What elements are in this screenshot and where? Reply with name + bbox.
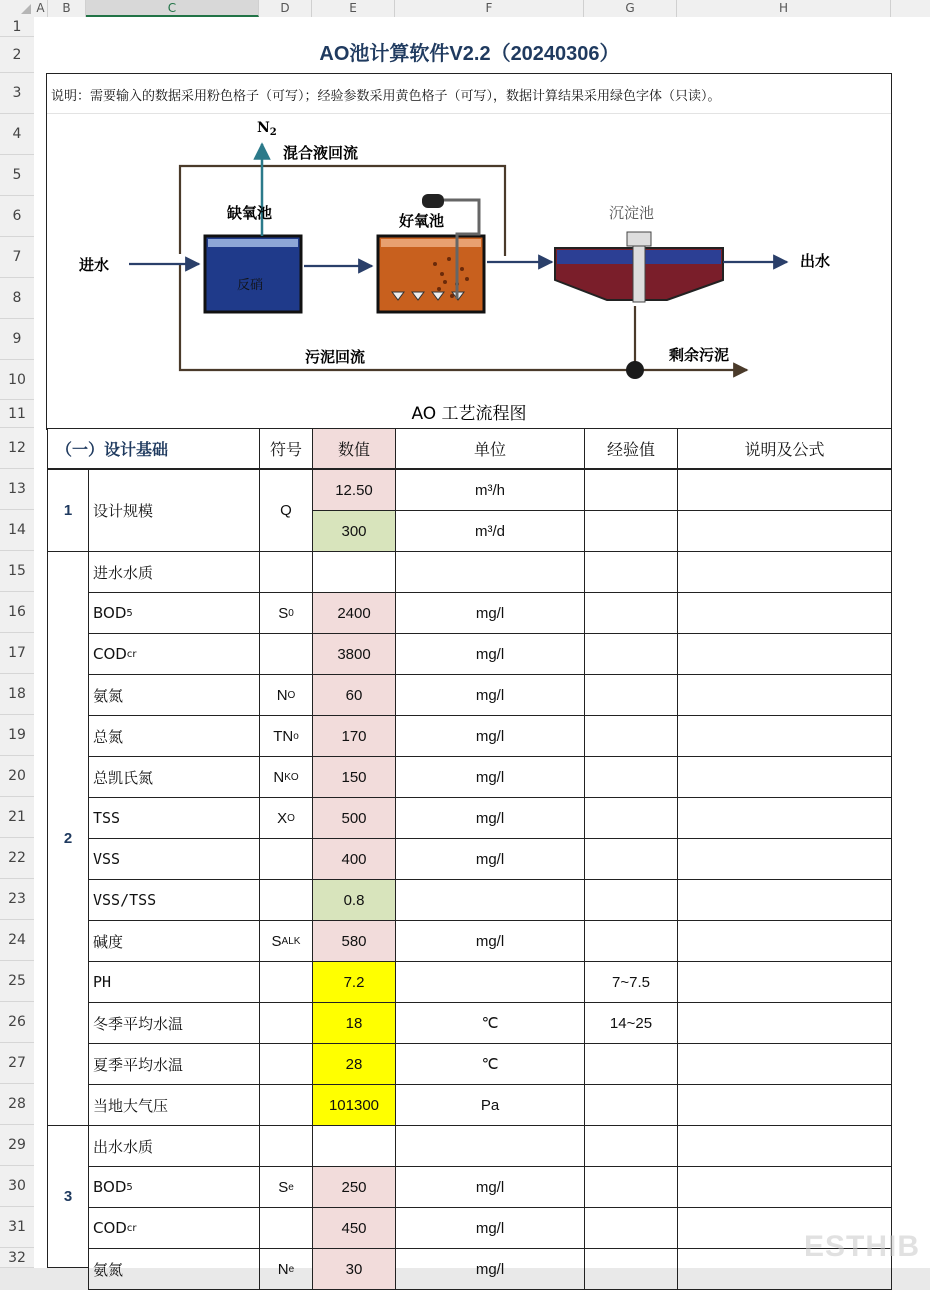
formula-cell[interactable] xyxy=(677,879,892,921)
param-name-cell[interactable] xyxy=(88,1248,260,1290)
value: 60 xyxy=(345,686,363,704)
unit-header[interactable] xyxy=(395,428,585,469)
symbol-cell[interactable] xyxy=(259,469,313,552)
value-input-cell[interactable] xyxy=(312,674,396,716)
empirical-value-cell[interactable] xyxy=(584,1002,678,1044)
empirical-header[interactable] xyxy=(584,428,678,469)
select-all-corner[interactable] xyxy=(0,0,34,17)
outflow-label: 出水 xyxy=(800,252,831,270)
value: 3800 xyxy=(337,645,371,663)
formula-cell[interactable] xyxy=(677,510,892,552)
formula-cell[interactable] xyxy=(677,715,892,757)
param-name: 夏季平均水温 xyxy=(93,1055,184,1074)
symbol-subscript: 0 xyxy=(288,607,294,619)
unit: m³/d xyxy=(475,522,505,540)
section-header-text: （一）设计基础 xyxy=(56,440,169,459)
param-name: 冬季平均水温 xyxy=(93,1014,184,1033)
unit-cell[interactable] xyxy=(395,1248,585,1290)
param-name-cell[interactable] xyxy=(88,961,260,1003)
row-header[interactable]: 6 xyxy=(0,196,34,237)
formula-cell[interactable] xyxy=(677,1166,892,1208)
aerobic-tank-label: 好氧池 xyxy=(399,212,445,230)
symbol-cell[interactable] xyxy=(259,592,313,634)
formula-cell[interactable] xyxy=(677,756,892,798)
empirical-value-cell[interactable] xyxy=(584,551,678,593)
denitrify-label: 反硝 xyxy=(237,278,264,293)
sludge-return-label: 污泥回流 xyxy=(305,348,366,366)
row-header[interactable]: 24 xyxy=(0,920,34,961)
unit-cell[interactable] xyxy=(395,1207,585,1249)
param-name-cell[interactable] xyxy=(88,551,260,593)
empirical-value-cell[interactable] xyxy=(584,674,678,716)
formula-cell[interactable] xyxy=(677,961,892,1003)
unit: ℃ xyxy=(481,1015,499,1032)
symbol-cell[interactable] xyxy=(259,1002,313,1044)
param-name: BOD xyxy=(93,604,127,622)
row-header[interactable]: 32 xyxy=(0,1248,34,1268)
unit-cell[interactable] xyxy=(395,633,585,675)
unit-cell[interactable] xyxy=(395,879,585,921)
param-name-cell[interactable] xyxy=(88,469,260,552)
symbol-cell[interactable] xyxy=(259,1166,313,1208)
unit-cell[interactable] xyxy=(395,756,585,798)
diagram-caption: AO 工艺流程图 xyxy=(411,404,527,424)
param-name: 总凯氏氮 xyxy=(93,768,154,787)
param-name-cell[interactable] xyxy=(88,633,260,675)
value: 0.8 xyxy=(343,891,365,909)
value: 28 xyxy=(345,1055,363,1073)
param-name: 氨氮 xyxy=(93,686,124,705)
param-name-cell[interactable] xyxy=(88,1125,260,1167)
symbol-cell[interactable] xyxy=(259,1248,313,1290)
row-header[interactable]: 4 xyxy=(0,114,34,155)
blower-icon xyxy=(422,194,444,208)
symbol-subscript: e xyxy=(288,1181,294,1193)
formula-header-text: 说明及公式 xyxy=(744,440,825,459)
row-header[interactable]: 13 xyxy=(0,469,34,510)
mixed-return-label: 混合液回流 xyxy=(283,144,359,162)
unit: mg/l xyxy=(475,1178,505,1196)
group-index: 2 xyxy=(63,830,73,847)
row-header[interactable]: 1 xyxy=(0,17,34,37)
empirical-value: 14~25 xyxy=(609,1014,653,1032)
empirical-value-cell[interactable] xyxy=(584,469,678,511)
formula-cell[interactable] xyxy=(677,633,892,675)
row-header[interactable]: 2 xyxy=(0,37,34,73)
param-name-cell[interactable] xyxy=(88,592,260,634)
unit: ℃ xyxy=(481,1056,499,1073)
unit-cell[interactable] xyxy=(395,469,585,511)
value: 580 xyxy=(341,932,367,950)
value-header[interactable] xyxy=(312,428,396,469)
row-header[interactable]: 26 xyxy=(0,1002,34,1043)
row-header[interactable]: 17 xyxy=(0,633,34,674)
param-name-cell[interactable] xyxy=(88,1166,260,1208)
row-header[interactable]: 7 xyxy=(0,237,34,278)
empirical-value-cell[interactable] xyxy=(584,633,678,675)
symbol-subscript: KO xyxy=(284,771,299,783)
ao-process-diagram-svg xyxy=(47,114,891,428)
symbol-cell[interactable] xyxy=(259,551,313,593)
param-name-subscript: 5 xyxy=(126,607,133,619)
formula-cell[interactable] xyxy=(677,551,892,593)
group-index-cell[interactable] xyxy=(47,1125,89,1268)
empirical-value-cell[interactable] xyxy=(584,838,678,880)
row-header[interactable]: 31 xyxy=(0,1207,34,1248)
value-input-cell[interactable] xyxy=(312,1002,396,1044)
value: 2400 xyxy=(337,604,371,622)
formula-cell[interactable] xyxy=(677,592,892,634)
value-input-cell[interactable] xyxy=(312,510,396,552)
symbol-cell[interactable] xyxy=(259,756,313,798)
formula-cell[interactable] xyxy=(677,1043,892,1085)
row-header[interactable]: 12 xyxy=(0,428,34,469)
unit: mg/l xyxy=(475,604,505,622)
symbol-cell[interactable] xyxy=(259,1125,313,1167)
param-name-cell[interactable] xyxy=(88,838,260,880)
param-name-cell[interactable] xyxy=(88,1207,260,1249)
param-name: COD xyxy=(93,645,127,663)
unit-cell[interactable] xyxy=(395,715,585,757)
empirical-value-cell[interactable] xyxy=(584,756,678,798)
row-header[interactable]: 21 xyxy=(0,797,34,838)
param-name: COD xyxy=(93,1219,127,1237)
unit-cell[interactable] xyxy=(395,961,585,1003)
formula-cell[interactable] xyxy=(677,920,892,962)
value-input-cell[interactable] xyxy=(312,592,396,634)
unit: mg/l xyxy=(475,932,505,950)
value-input-cell[interactable] xyxy=(312,920,396,962)
row-header[interactable]: 28 xyxy=(0,1084,34,1125)
value-input-cell[interactable] xyxy=(312,756,396,798)
param-name-cell[interactable] xyxy=(88,797,260,839)
formula-cell[interactable] xyxy=(677,1002,892,1044)
value-input-cell[interactable] xyxy=(312,1166,396,1208)
row-header[interactable]: 29 xyxy=(0,1125,34,1166)
unit: Pa xyxy=(480,1096,500,1114)
formula-cell[interactable] xyxy=(677,1084,892,1126)
clarifier-label: 沉淀池 xyxy=(609,204,655,222)
unit-cell[interactable] xyxy=(395,551,585,593)
unit: mg/l xyxy=(475,645,505,663)
symbol-cell[interactable] xyxy=(259,961,313,1003)
param-name: 碱度 xyxy=(93,932,124,951)
aerobic-tank xyxy=(378,236,484,312)
param-name: 氨氮 xyxy=(93,1260,124,1279)
param-name-cell[interactable] xyxy=(88,1084,260,1126)
symbol-subscript: o xyxy=(293,730,299,742)
symbol-cell[interactable] xyxy=(259,633,313,675)
watermark-logo: ESTHIB xyxy=(803,1230,920,1263)
param-name: 进水水质 xyxy=(93,563,154,582)
unit-cell[interactable] xyxy=(395,797,585,839)
unit: mg/l xyxy=(475,1219,505,1237)
column-header-bar xyxy=(0,0,930,18)
value-input-cell[interactable] xyxy=(312,469,396,511)
row-header[interactable]: 16 xyxy=(0,592,34,633)
column-header-h[interactable]: H xyxy=(677,0,891,17)
empirical-value-cell[interactable] xyxy=(584,920,678,962)
value: 500 xyxy=(341,809,367,827)
n2-label: $N_2$ xyxy=(257,120,277,138)
symbol-cell[interactable] xyxy=(259,1207,313,1249)
param-name-cell[interactable] xyxy=(88,756,260,798)
symbol: N xyxy=(273,768,285,786)
value-input-cell[interactable] xyxy=(312,879,396,921)
param-name: BOD xyxy=(93,1178,127,1196)
unit: mg/l xyxy=(475,768,505,786)
row-header[interactable]: 18 xyxy=(0,674,34,715)
unit-cell[interactable] xyxy=(395,1166,585,1208)
row-header[interactable]: 25 xyxy=(0,961,34,1002)
param-name-cell[interactable] xyxy=(88,920,260,962)
symbol: N xyxy=(277,1260,289,1278)
row-header[interactable]: 14 xyxy=(0,510,34,551)
column-header-d[interactable]: D xyxy=(259,0,312,17)
value-input-cell[interactable] xyxy=(312,715,396,757)
unit-cell[interactable] xyxy=(395,838,585,880)
unit: mg/l xyxy=(475,809,505,827)
unit-cell[interactable] xyxy=(395,1002,585,1044)
group-index: 1 xyxy=(63,502,73,519)
value: 18 xyxy=(345,1014,363,1032)
symbol-cell[interactable] xyxy=(259,715,313,757)
symbol: Q xyxy=(280,502,292,519)
param-name-subscript: 5 xyxy=(126,1181,133,1193)
row-header[interactable]: 9 xyxy=(0,319,34,360)
value-input-cell[interactable] xyxy=(312,961,396,1003)
value: 450 xyxy=(341,1219,367,1237)
symbol-cell[interactable] xyxy=(259,674,313,716)
param-name-cell[interactable] xyxy=(88,879,260,921)
value-input-cell[interactable] xyxy=(312,838,396,880)
param-name: 总氮 xyxy=(93,727,124,746)
column-header-f[interactable]: F xyxy=(395,0,584,17)
row-header[interactable]: 19 xyxy=(0,715,34,756)
unit: mg/l xyxy=(475,1260,505,1278)
param-name-cell[interactable] xyxy=(88,1043,260,1085)
symbol: S xyxy=(271,932,282,950)
value-input-cell[interactable] xyxy=(312,1207,396,1249)
symbol-cell[interactable] xyxy=(259,920,313,962)
unit: mg/l xyxy=(475,727,505,745)
value: 12.50 xyxy=(335,481,373,499)
row-header[interactable]: 15 xyxy=(0,551,34,592)
symbol-subscript: O xyxy=(287,689,296,701)
instruction-note: 说明：需要输入的数据采用粉色格子（可写）；经验参数采用黄色格子（可写），数据计算结果采用绿色字体（只读）。 xyxy=(47,76,891,114)
formula-cell[interactable] xyxy=(677,674,892,716)
symbol-cell[interactable] xyxy=(259,1043,313,1085)
pump-icon xyxy=(626,361,644,379)
symbol-cell[interactable] xyxy=(259,838,313,880)
symbol-cell[interactable] xyxy=(259,1084,313,1126)
value-header-text: 数值 xyxy=(337,440,370,459)
empirical-value-cell[interactable] xyxy=(584,592,678,634)
empirical-value-cell[interactable] xyxy=(584,961,678,1003)
empirical-header-text: 经验值 xyxy=(606,440,655,459)
symbol-cell[interactable] xyxy=(259,879,313,921)
empirical-value-cell[interactable] xyxy=(584,1043,678,1085)
symbol-subscript: ALK xyxy=(281,935,301,947)
page-title: AO池计算软件V2.2（20240306） xyxy=(319,43,620,65)
group-index: 3 xyxy=(63,1188,73,1205)
value-input-cell[interactable] xyxy=(312,1248,396,1290)
excess-sludge-label: 剩余污泥 xyxy=(669,346,730,364)
param-name: VSS xyxy=(93,850,121,868)
value: 250 xyxy=(341,1178,367,1196)
value: 300 xyxy=(341,522,367,540)
param-name-cell[interactable] xyxy=(88,715,260,757)
param-name: TSS xyxy=(93,809,121,827)
empirical-value-cell[interactable] xyxy=(584,1166,678,1208)
symbol-header[interactable] xyxy=(259,428,313,469)
unit-cell[interactable] xyxy=(395,1043,585,1085)
empirical-value-cell[interactable] xyxy=(584,1248,678,1290)
value: 7.2 xyxy=(343,973,365,991)
row-header[interactable]: 3 xyxy=(0,73,34,114)
param-name-cell[interactable] xyxy=(88,1002,260,1044)
value-input-cell[interactable] xyxy=(312,1043,396,1085)
anoxic-tank-label: 缺氧池 xyxy=(227,204,273,222)
value: 170 xyxy=(341,727,367,745)
symbol: N xyxy=(276,686,288,704)
symbol-header-text: 符号 xyxy=(269,440,302,459)
group-index-cell[interactable] xyxy=(47,551,89,1126)
column-header-b[interactable]: B xyxy=(48,0,86,17)
unit-cell[interactable] xyxy=(395,674,585,716)
value: 30 xyxy=(345,1260,363,1278)
empirical-value-cell[interactable] xyxy=(584,1125,678,1167)
unit: mg/l xyxy=(475,850,505,868)
value: 150 xyxy=(341,768,367,786)
inflow-label: 进水 xyxy=(79,256,110,274)
ao-process-diagram xyxy=(47,114,891,428)
unit-cell[interactable] xyxy=(395,1125,585,1167)
row-header[interactable]: 22 xyxy=(0,838,34,879)
value-input-cell[interactable] xyxy=(312,633,396,675)
unit-cell[interactable] xyxy=(395,1084,585,1126)
column-header-c[interactable]: C xyxy=(86,0,259,17)
row-header[interactable]: 11 xyxy=(0,400,34,428)
symbol: TN xyxy=(273,727,294,745)
value: 400 xyxy=(341,850,367,868)
group-index-cell[interactable] xyxy=(47,469,89,552)
param-name-subscript: cr xyxy=(126,1222,137,1234)
row-header[interactable]: 30 xyxy=(0,1166,34,1207)
unit: m³/h xyxy=(475,481,505,499)
row-header[interactable]: 10 xyxy=(0,360,34,400)
unit-cell[interactable] xyxy=(395,592,585,634)
param-name: 当地大气压 xyxy=(93,1096,169,1115)
unit-header-text: 单位 xyxy=(473,440,506,459)
symbol: X xyxy=(277,809,288,827)
value-input-cell[interactable] xyxy=(312,1084,396,1126)
param-name: PH xyxy=(93,973,112,991)
value-input-cell[interactable] xyxy=(312,551,396,593)
symbol: S xyxy=(278,1178,289,1196)
row-header[interactable]: 20 xyxy=(0,756,34,797)
symbol-subscript: e xyxy=(288,1263,295,1275)
formula-cell[interactable] xyxy=(677,469,892,511)
unit-cell[interactable] xyxy=(395,510,585,552)
param-name-cell[interactable] xyxy=(88,674,260,716)
symbol: S xyxy=(278,604,289,622)
row-header[interactable]: 27 xyxy=(0,1043,34,1084)
param-name: 出水水质 xyxy=(93,1137,154,1156)
param-name: 设计规模 xyxy=(93,502,154,520)
empirical-value-cell[interactable] xyxy=(584,1207,678,1249)
symbol-subscript: O xyxy=(287,812,295,824)
formula-header[interactable] xyxy=(677,428,892,469)
value: 101300 xyxy=(328,1096,380,1114)
formula-cell[interactable] xyxy=(677,1125,892,1167)
column-header-a[interactable]: A xyxy=(34,0,48,17)
empirical-value-cell[interactable] xyxy=(584,715,678,757)
unit: mg/l xyxy=(475,686,505,704)
empirical-value-cell[interactable] xyxy=(584,797,678,839)
row-header[interactable]: 23 xyxy=(0,879,34,920)
value-input-cell[interactable] xyxy=(312,797,396,839)
row-header[interactable]: 8 xyxy=(0,278,34,319)
unit-cell[interactable] xyxy=(395,920,585,962)
empirical-value-cell[interactable] xyxy=(584,879,678,921)
formula-cell[interactable] xyxy=(677,838,892,880)
symbol-cell[interactable] xyxy=(259,797,313,839)
column-header-g[interactable]: G xyxy=(584,0,677,17)
empirical-value-cell[interactable] xyxy=(584,510,678,552)
empirical-value: 7~7.5 xyxy=(612,973,650,991)
value-input-cell[interactable] xyxy=(312,1125,396,1167)
formula-cell[interactable] xyxy=(677,797,892,839)
row-header[interactable]: 5 xyxy=(0,155,34,196)
param-name: VSS/TSS xyxy=(93,891,157,909)
section-header-cell[interactable] xyxy=(47,428,260,469)
column-header-e[interactable]: E xyxy=(312,0,395,17)
param-name-subscript: cr xyxy=(126,648,137,660)
empirical-value-cell[interactable] xyxy=(584,1084,678,1126)
